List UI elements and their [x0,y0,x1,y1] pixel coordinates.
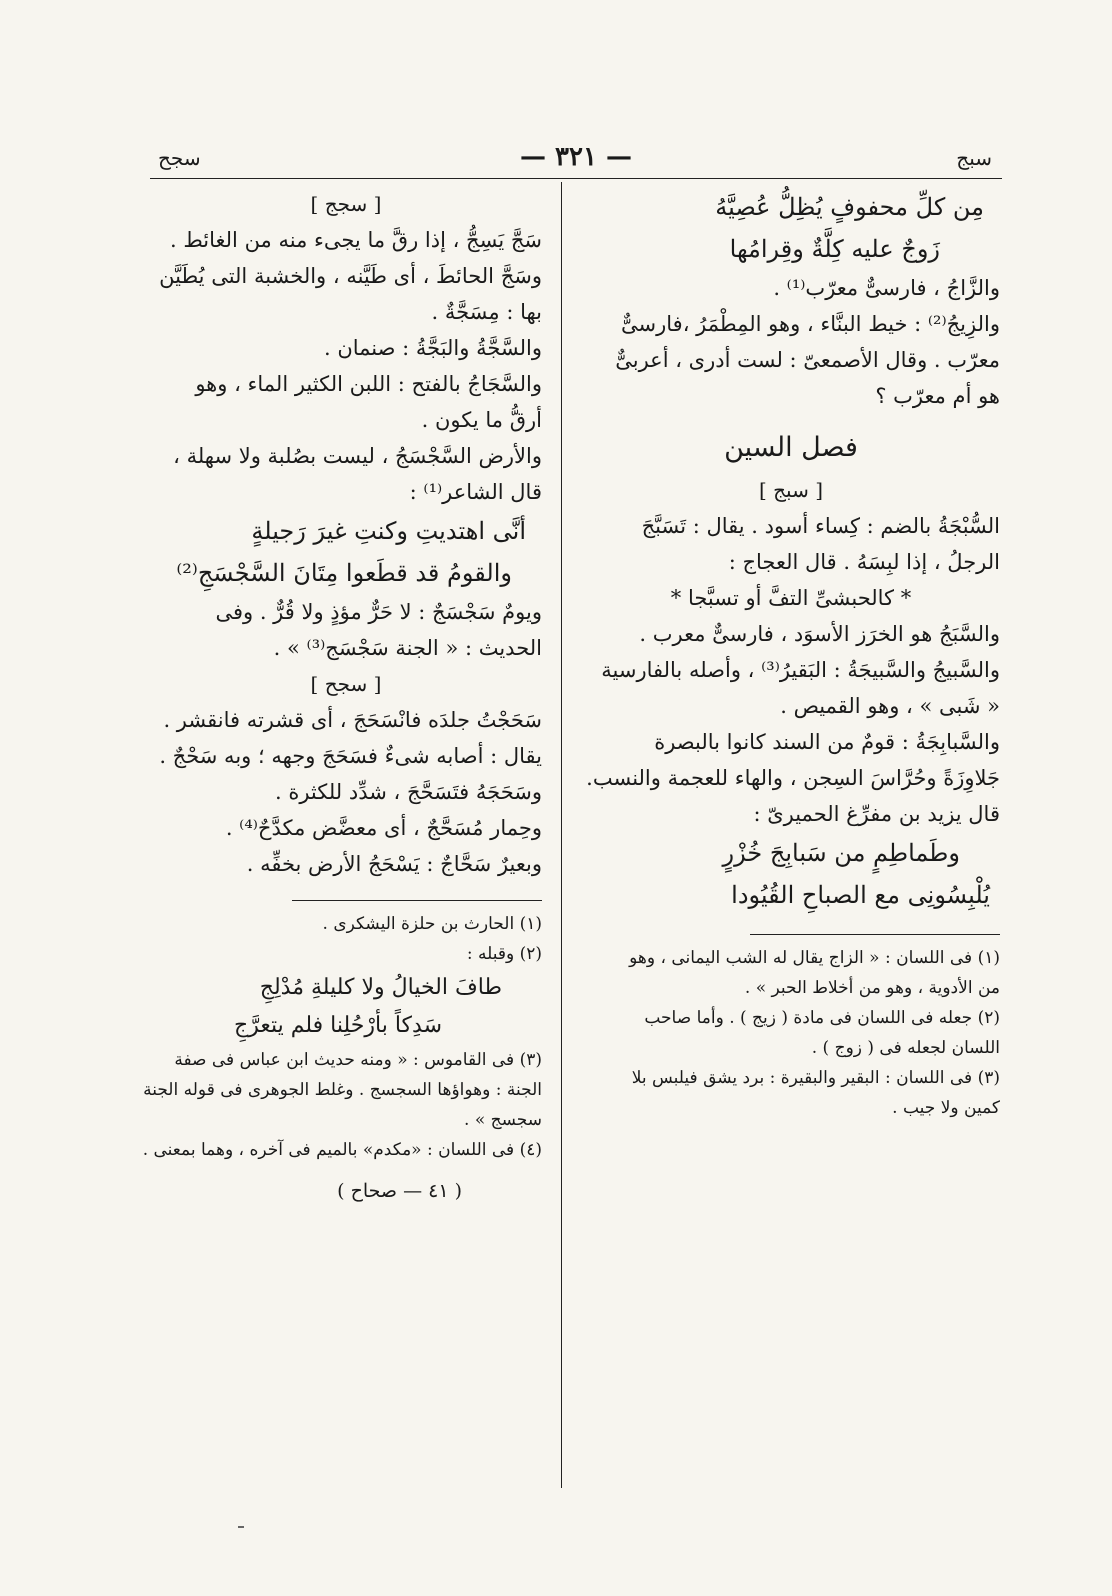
text-line: أرقُّ ما يكون . [421,408,542,432]
text-line: الحديث : « الجنة سَجْسَج⁽³⁾ » . [273,636,542,660]
footnote-line: سجسج » . [464,1110,542,1130]
text-line: سَجَّ يَسِجُّ ، إذا رقَّ ما يجىء منه من الغائط . [170,228,542,252]
footnote-line: كمين ولا جيب . [892,1098,1000,1118]
footnote-line: الجنة : وهواؤها السجسج . وغلط الجوهرى فى قوله الجنة [143,1080,542,1100]
text-line: وحِمار مُسَحَّجٌ ، أى معضَّض مكدَّحٌ⁽⁴⁾ . [225,816,542,840]
left-column [142,186,542,1209]
page-number: — ٣٢١ — [519,142,633,172]
text-line: وسَحَجَهُ فتَسَحَّجَ ، شدِّد للكثرة . [274,780,542,804]
text-line: السُّبْجَةُ بالضم : كِساء أسود . يقال : تَسَبَّجَ [641,514,1000,538]
verse-line: يُلْبِسُونِى مع الصباحِ القُيُودا [731,881,990,909]
footnote-rule [750,934,1000,935]
footnote-verse: طافَ الخيالُ ولا كليلةِ مُدْلِجِ [259,975,502,1000]
footnote-line: (١) الحارث بن حلزة اليشكرى . [322,914,542,934]
column-divider [561,182,562,1488]
page-header [150,142,1002,178]
footnote-line: (٤) فى اللسان : «مكدم» بالميم فى آخره ، وهما بمعنى . [142,1140,542,1160]
footnote-rule [292,900,542,901]
signature-mark: ( ٤١ — صحاح ) [337,1180,462,1202]
text-line: وبعيرٌ سَحَّاجٌ : يَسْحَجُ الأرض بخفِّه . [246,852,542,876]
section-title: فصل السين [724,432,858,463]
header-rule [150,178,1002,179]
footnote-line: اللسان لجعله فى ( زوج ) . [811,1038,1000,1058]
text-line: والأرض السَّجْسَجُ ، ليست بصُلبة ولا سهلة ، [173,444,542,468]
entry-heading: [ سجج ] [310,192,382,216]
verse-line: والقومُ قد قطَعوا مِتَانَ السَّجْسَجِ⁽²⁾ [176,559,512,587]
header-root-right: سبج [956,146,992,170]
text-line: « شَبى » ، وهو القميص . [780,694,1000,718]
right-column [582,186,1000,1123]
text-line: والسَّبابِجَةُ : قومٌ من السند كانوا بالبصرة [654,730,1000,754]
footnote-line: (١) فى اللسان : « الزاج يقال له الشب اليمانى ، وهو [629,948,1000,968]
footnote-line: (٢) جعله فى اللسان فى مادة ( زيج ) . وأما صاحب [644,1008,1000,1028]
text-line: * كالحبشىِّ التفَّ أو تسبَّجا * [670,586,912,610]
footnote-line: (٣) فى اللسان : البقير والبقيرة : برد يشق فيلبس بلا [631,1068,1000,1088]
text-line: معرّب . وقال الأصمعىّ : لست أدرى ، أعربىٌّ [615,348,1000,372]
text-line: جَلاوِزَةً وحُرَّاسَ السِجن ، والهاء للعجمة والنسب. [586,766,1000,790]
text-line: الرجلُ ، إذا لبِسَهُ . قال العجاج : [728,550,1000,574]
verse-line: زَوجٌ عليه كِلَّةٌ وقِرامُها [729,235,940,263]
text-line: يقال : أصابه شىءٌ فسَحَجَ وجهه ؛ وبه سَحْجٌ . [159,744,542,768]
verse-line: أنَّى اهتديتِ وكنتِ غيرَ رَجيلةٍ [251,517,526,545]
text-line: قال الشاعر⁽¹⁾ : [409,480,542,504]
verse-line: وطَماطِمٍ من سَبابِجَ خُزْرٍ [722,839,960,867]
entry-heading: [ سجح ] [310,672,382,696]
header-root-left: سجح [158,146,201,170]
text-line: وسَجَّ الحائطَ ، أى طَيَّنه ، والخشبة التى يُطَيَّن [159,264,542,288]
text-line: ويومٌ سَجْسَجٌ : لا حَرٌّ مؤذٍ ولا قُرٌّ . وفى [215,600,542,624]
text-line: والسَّبَجُ هو الخرَز الأسوَد ، فارسىٌّ معرب . [639,622,1000,646]
text-line: هو أم معرّب ؟ [875,384,1000,408]
footnote-line: (٢) وقبله : [466,944,542,964]
scan-speck [238,1526,244,1528]
text-line: والسَّجَاجُ بالفتح : اللبن الكثير الماء ، وهو [195,372,542,396]
text-line: قال يزيد بن مفرِّغ الحميرىّ : [753,802,1000,826]
entry-heading: [ سبج ] [758,478,824,502]
text-line: والزَّاجُ ، فارسىٌّ معرّب⁽¹⁾ . [773,276,1000,300]
text-line: والسَّجَّةُ والبَجَّةُ : صنمان . [323,336,542,360]
text-line: بها : مِسَجَّةٌ . [431,300,542,324]
footnote-line: من الأدوية ، وهو من أخلاط الحبر » . [744,978,1000,998]
footnote-line: (٣) فى القاموس : « ومنه حديث ابن عباس فى صفة [174,1050,542,1070]
verse-line: مِن كلِّ محفوفٍ يُظِلُّ عُصِيَّهُ [715,193,984,221]
footnote-verse: سَدِكاً بأرْحُلِنا فلم يتعرَّجِ [234,1013,442,1038]
text-line: سَحَجْتُ جلدَه فانْسَحَجَ ، أى قشرته فانقشر . [163,708,542,732]
text-line: والزِيجُ⁽²⁾ : خيط البنَّاء ، وهو المِطْمَرُ ،فارسىٌّ [621,312,1000,336]
text-line: والسَّبيجُ والسَّبيجَةُ : البَقيرُ⁽³⁾ ، وأصله بالفارسية [601,658,1000,682]
